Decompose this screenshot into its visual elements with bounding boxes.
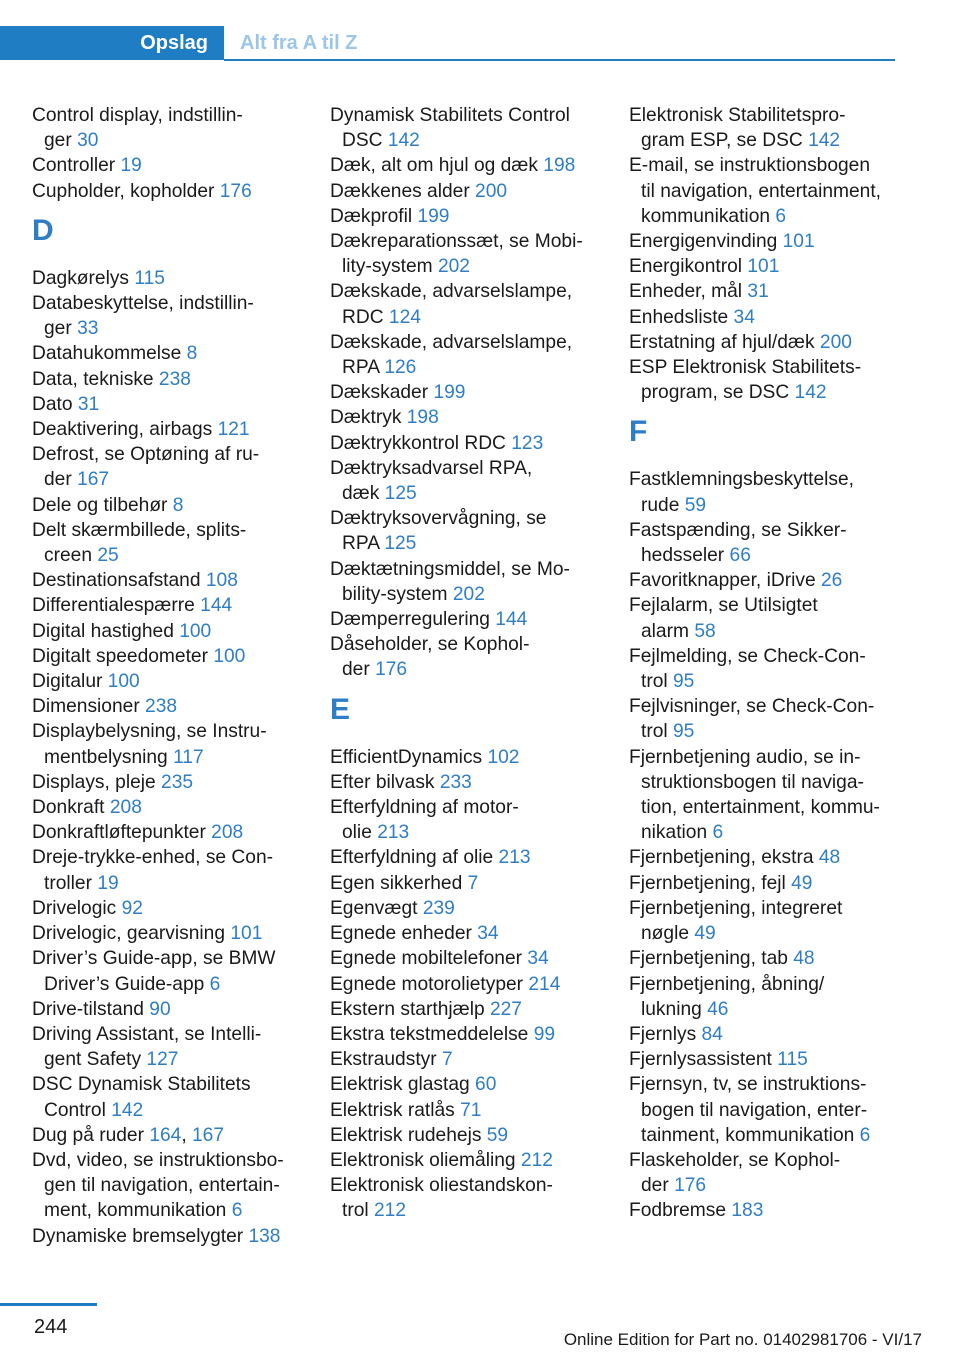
index-entry-text: Dynamiske bremselygter: [32, 1225, 249, 1247]
index-entry-text: Dynamisk Stabilitets Control DSC: [330, 105, 570, 152]
index-entry: [629, 518, 897, 568]
index-entry-text: Fjernbetjening, fejl: [629, 872, 792, 894]
index-entry-text: Fastspænding, se Sikker- hedsseler: [629, 519, 847, 567]
index-entry-text: Ekstraudstyr: [330, 1049, 442, 1071]
index-entry: [330, 103, 598, 153]
header-bar: [0, 26, 895, 62]
index-entry: [330, 1123, 598, 1148]
index-page-link[interactable]: 66: [729, 545, 751, 567]
index-entry: [629, 1198, 897, 1223]
index-page-link[interactable]: 176: [674, 1175, 707, 1197]
index-entry-text: Fjernsyn, tv, se instruktions- bogen til navigation, enter- tainment, kommunikation: [629, 1074, 868, 1146]
index-entry-text: Enheder, mål: [629, 281, 748, 303]
index-page-link[interactable]: 233: [439, 771, 472, 793]
index-entry-text: E-mail, se instruktionsbogen til navigation, entertainment, kommunikation: [629, 155, 881, 227]
index-entry-text: Dækkenes alder: [330, 180, 476, 202]
index-entry: [32, 103, 300, 153]
index-page-link[interactable]: 142: [808, 130, 841, 152]
index-page-link[interactable]: 48: [793, 948, 815, 970]
index-entry: [32, 1123, 300, 1148]
index-entry: [32, 1224, 300, 1249]
index-page-link[interactable]: 123: [511, 432, 544, 454]
index-page-link[interactable]: 100: [107, 671, 140, 693]
index-entry-text: Displaybelysning, se Instru- mentbelysning: [32, 721, 267, 768]
index-entry-text: Dæmperregulering: [330, 609, 496, 631]
index-entry-text: Deaktivering, airbags: [32, 419, 218, 441]
index-entry: [629, 279, 897, 304]
index-entry: [32, 845, 300, 895]
index-entry: [32, 568, 300, 593]
index-entry-text: Destinationsafstand: [32, 570, 206, 592]
index-entry-text: Drivelogic: [32, 897, 122, 919]
index-page-link[interactable]: 167: [192, 1124, 225, 1146]
index-entry-text: Egen sikkerhed: [330, 872, 468, 894]
header-divider: [224, 59, 895, 61]
index-entry: [32, 179, 300, 204]
index-entry: [629, 1148, 897, 1198]
index-letter-heading: E: [330, 692, 351, 726]
index-page-link[interactable]: 7: [441, 1049, 453, 1071]
index-entry: [330, 456, 598, 506]
footer-edition-text: Online Edition for Part no. 01402981706 - VI/17: [563, 1330, 922, 1349]
index-page-link[interactable]: 71: [460, 1099, 482, 1121]
index-page-link[interactable]: 59: [486, 1124, 509, 1146]
index-entry-text: Fjernbetjening, åbning/ lukning: [629, 973, 825, 1020]
index-entry: [629, 254, 897, 279]
index-entry-text: Defrost, se Optøning af ru- der: [32, 444, 260, 491]
index-entry-text: Datahukommelse: [32, 343, 187, 365]
index-page-link[interactable]: 235: [161, 771, 194, 793]
index-entry-text: Dæk, alt om hjul og dæk: [330, 155, 544, 177]
index-entry-text: Fjernbetjening, ekstra: [629, 847, 819, 869]
index-entry-text: ESP Elektronisk Stabilitets- program, se DSC: [629, 357, 862, 404]
index-page-link[interactable]: 208: [109, 797, 142, 819]
index-entry-text: Control display, indstillin- ger: [32, 105, 243, 152]
index-entry-text: Fjernbetjening, integreret nøgle: [629, 897, 843, 945]
index-entry-text: Elektronisk Stabilitetspro- gram ESP, se DSC: [629, 105, 846, 152]
index-entry: [629, 1072, 897, 1148]
index-entry-text: Fjernbetjening, tab: [629, 948, 794, 970]
index-entry-text: Flaskeholder, se Kophol- der: [629, 1149, 841, 1197]
index-entry: [32, 392, 300, 417]
index-entry-text: Elektronisk oliestandskon- trol: [330, 1175, 553, 1222]
index-entry-text: Dåseholder, se Kophol- der: [330, 634, 530, 681]
index-page-link[interactable]: 167: [77, 469, 110, 491]
index-page-link[interactable]: 214: [528, 973, 561, 995]
index-entry-text: Ekstern starthjælp: [330, 998, 490, 1020]
index-entry: [330, 179, 598, 204]
index-entry-text: Dækskade, advarselslampe, RPA: [330, 331, 573, 379]
page-number: 244: [34, 1316, 68, 1338]
index-entry: [32, 619, 300, 644]
index-page-link[interactable]: 124: [388, 306, 421, 328]
index-entry: [32, 719, 300, 769]
index-entry: [330, 871, 598, 896]
index-entry: [330, 431, 598, 456]
index-page-link[interactable]: 183: [731, 1200, 764, 1222]
index-page-link[interactable]: 213: [498, 847, 531, 869]
index-entry: [32, 518, 300, 568]
index-entry-text: Dækreparationssæt, se Mobi- lity-system: [330, 231, 583, 278]
index-entry-text: Energikontrol: [629, 256, 748, 278]
index-entry: [629, 845, 897, 870]
index-entry-text: Favoritknapper, iDrive: [629, 570, 821, 592]
index-page-link[interactable]: 33: [77, 318, 99, 340]
index-page-link[interactable]: 8: [172, 494, 184, 516]
index-entry: [330, 745, 598, 770]
index-entry-text: Elektrisk glastag: [330, 1074, 476, 1096]
index-entry-text: Dreje-trykke-enhed, se Con- troller: [32, 847, 274, 894]
index-page-link[interactable]: 198: [406, 407, 439, 429]
index-entry: [330, 946, 598, 971]
index-entry: [330, 1098, 598, 1123]
index-entry-text: Dug på ruder: [32, 1124, 150, 1146]
index-entry: [330, 1173, 598, 1223]
index-entry-text: Elektrisk rudehejs: [330, 1124, 487, 1146]
index-page-link[interactable]: 31: [77, 393, 100, 415]
tab-alt-fra-a-til-z[interactable]: Alt fra A til Z: [240, 31, 358, 54]
index-page-link[interactable]: 26: [820, 570, 843, 592]
index-page-link[interactable]: 6: [775, 205, 787, 227]
index-entry: [32, 820, 300, 845]
index-entry: [629, 568, 897, 593]
index-entry-text: Dæktryk: [330, 407, 407, 429]
index-entry-text: Fejlmelding, se Check-Con- trol: [629, 645, 866, 693]
index-entry: [330, 330, 598, 380]
index-entry: [330, 632, 598, 682]
index-page-link[interactable]: 25: [97, 545, 119, 567]
index-page-link[interactable]: 121: [217, 419, 250, 441]
index-entry: [330, 997, 598, 1022]
index-entry: [32, 417, 300, 442]
index-page-link[interactable]: 142: [387, 130, 420, 152]
index-page-link[interactable]: 59: [684, 494, 707, 516]
index-page-link[interactable]: 34: [733, 306, 755, 328]
index-entry-text: Enhedsliste: [629, 306, 734, 328]
index-entry-text: Efter bilvask: [330, 771, 440, 793]
index-entry: [330, 845, 598, 870]
index-entry: [629, 153, 897, 229]
index-entry-text: Egenvægt: [330, 897, 423, 919]
page-number-bar: [0, 1303, 97, 1306]
index-page-link[interactable]: 95: [673, 671, 695, 693]
index-page-link[interactable]: 90: [149, 998, 171, 1020]
index-entry-text: Donkraftløftepunkter: [32, 822, 212, 844]
index-entry-text: Databeskyttelse, indstillin- ger: [32, 293, 254, 340]
index-entry-text: Efterfyldning af olie: [330, 847, 499, 869]
index-page-link[interactable]: 213: [377, 822, 410, 844]
index-entry-text: Dækskader: [330, 382, 434, 404]
index-page-link[interactable]: 6: [712, 822, 724, 844]
index-entry-text: Dæktryksovervågning, se RPA: [330, 508, 547, 555]
index-entry: [32, 367, 300, 392]
index-page-link[interactable]: 115: [777, 1049, 808, 1071]
index-entry-text: Dæktætningsmiddel, se Mo- bility-system: [330, 558, 570, 605]
index-page-link[interactable]: 95: [673, 721, 695, 743]
index-entry-text: Differentialespærre: [32, 595, 201, 617]
index-page-link[interactable]: 239: [422, 897, 455, 919]
index-page-link[interactable]: 58: [694, 620, 716, 642]
index-page-link[interactable]: 49: [694, 923, 716, 945]
index-entry-text: Dimensioner: [32, 696, 146, 718]
index-entry-text: Egnede motorolietyper: [330, 973, 529, 995]
index-entry: [32, 291, 300, 341]
index-entry-text: Drivelogic, gearvisning: [32, 923, 231, 945]
index-entry: [629, 355, 897, 405]
index-page-link[interactable]: 202: [437, 256, 470, 278]
index-entry: [330, 506, 598, 556]
index-entry: [629, 1047, 897, 1072]
index-entry-text: Driving Assistant, se Intelli- gent Safety: [32, 1023, 262, 1071]
index-page-link[interactable]: 46: [707, 998, 729, 1020]
index-entry-text: Egnede enheder: [330, 923, 478, 945]
index-page-link[interactable]: 31: [747, 281, 769, 303]
index-page-link[interactable]: 19: [120, 155, 142, 177]
index-entry-text: Dæktrykkontrol RDC: [330, 432, 512, 454]
index-page-link[interactable]: 49: [791, 872, 813, 894]
index-entry-text: Fejlvisninger, se Check-Con- trol: [629, 696, 875, 743]
index-page-link[interactable]: 117: [173, 746, 204, 768]
index-entry-text: Elektrisk ratlås: [330, 1099, 461, 1121]
index-entry: [330, 607, 598, 632]
index-page-link[interactable]: 19: [97, 872, 119, 894]
index-entry: [629, 1022, 897, 1047]
index-column-2: [330, 103, 598, 1224]
index-entry: [629, 330, 897, 355]
index-entry-separator: ,: [181, 1124, 193, 1146]
index-entry: [330, 1047, 598, 1072]
index-page-link[interactable]: 60: [475, 1074, 497, 1096]
index-entry: [330, 921, 598, 946]
index-entry: [330, 229, 598, 279]
index-entry: [330, 557, 598, 607]
index-page-link[interactable]: 102: [487, 746, 520, 768]
index-entry: [32, 341, 300, 366]
index-page-link[interactable]: 199: [417, 205, 450, 227]
index-entry: [330, 380, 598, 405]
index-entry-text: Dæktryksadvarsel RPA, dæk: [330, 457, 533, 505]
index-page-link[interactable]: 6: [209, 973, 221, 995]
index-page-link[interactable]: 142: [111, 1099, 144, 1121]
index-page-link[interactable]: 212: [374, 1200, 407, 1222]
index-entry: [32, 1022, 300, 1072]
index-page-link[interactable]: 125: [384, 533, 417, 555]
index-entry: [330, 1022, 598, 1047]
index-entry-text: Erstatning af hjul/dæk: [629, 331, 820, 353]
index-entry: [629, 229, 897, 254]
index-page-link[interactable]: 176: [219, 180, 252, 202]
index-page-link[interactable]: 238: [158, 368, 191, 390]
index-page-link[interactable]: 101: [747, 256, 780, 278]
index-entry-text: Dækprofil: [330, 205, 418, 227]
index-entry: [629, 467, 897, 517]
index-page-link[interactable]: 238: [145, 696, 178, 718]
index-column-3: [629, 103, 897, 1224]
index-page-link[interactable]: 100: [179, 620, 212, 642]
index-page-link[interactable]: 176: [375, 659, 408, 681]
index-page-link[interactable]: 202: [452, 583, 485, 605]
index-page-link[interactable]: 164: [149, 1124, 182, 1146]
index-entry: [32, 946, 300, 996]
index-entry-text: DSC Dynamisk Stabilitets Control: [32, 1074, 251, 1121]
index-page-link[interactable]: 200: [819, 331, 852, 353]
index-entry-text: Efterfyldning af motor- olie: [330, 797, 519, 844]
index-entry: [32, 694, 300, 719]
index-entry: [629, 896, 897, 946]
index-entry: [32, 442, 300, 492]
index-entry-text: Elektronisk oliemåling: [330, 1149, 521, 1171]
index-entry: [32, 1148, 300, 1224]
index-entry-text: Cupholder, kopholder: [32, 180, 220, 202]
index-entry: [330, 1148, 598, 1173]
index-page-link[interactable]: 227: [489, 998, 522, 1020]
index-entry-text: Data, tekniske: [32, 368, 159, 390]
index-entry: [330, 1072, 598, 1097]
index-entry: [629, 694, 897, 744]
index-entry: [32, 266, 300, 291]
index-letter-heading: D: [32, 213, 54, 247]
index-page-link[interactable]: 92: [121, 897, 143, 919]
index-entry-text: Dvd, video, se instruktionsbo- gen til navigation, entertain- ment, kommunikation: [32, 1149, 284, 1222]
index-entry-text: Fjernbetjening audio, se in- struktionsbogen til naviga- tion, entertainment, kommu- nikation: [629, 746, 880, 844]
index-page-link[interactable]: 144: [200, 595, 233, 617]
index-entry-text: Fejlalarm, se Utilsigtet alarm: [629, 595, 818, 642]
index-entry-text: Controller: [32, 155, 121, 177]
index-page-link[interactable]: 6: [231, 1200, 243, 1222]
index-entry-text: Dato: [32, 393, 78, 415]
index-page-link[interactable]: 212: [520, 1149, 553, 1171]
index-entry-text: Drive-tilstand: [32, 998, 150, 1020]
index-entry-text: Energigenvinding: [629, 231, 783, 253]
index-page-link[interactable]: 142: [794, 382, 827, 404]
index-entry: [330, 405, 598, 430]
index-entry: [629, 305, 897, 330]
index-entry: [330, 153, 598, 178]
index-entry-text: Dagkørelys: [32, 267, 135, 289]
index-entry: [32, 770, 300, 795]
index-entry-text: Egnede mobiltelefoner: [330, 948, 528, 970]
index-page-link[interactable]: 100: [213, 645, 246, 667]
index-entry: [32, 493, 300, 518]
index-page-link[interactable]: 34: [527, 948, 549, 970]
index-entry: [32, 1072, 300, 1122]
index-page-link[interactable]: 108: [205, 570, 238, 592]
index-letter-heading: F: [629, 415, 648, 449]
index-page-link[interactable]: 200: [475, 180, 508, 202]
index-entry-text: Donkraft: [32, 797, 110, 819]
index-page-link[interactable]: 99: [533, 1023, 556, 1045]
index-entry: [32, 921, 300, 946]
index-entry-text: Digital hastighed: [32, 620, 180, 642]
index-entry-text: Dele og tilbehør: [32, 494, 173, 516]
index-entry: [629, 745, 897, 846]
index-entry: [32, 997, 300, 1022]
index-entry: [629, 972, 897, 1022]
index-page-link[interactable]: 84: [701, 1023, 723, 1045]
index-entry-text: Ekstra tekstmeddelelse: [330, 1023, 534, 1045]
index-entry-text: EfficientDynamics: [330, 746, 488, 768]
index-entry-text: Displays, pleje: [32, 771, 162, 793]
index-page-link[interactable]: 138: [248, 1225, 281, 1247]
index-column-1: [32, 103, 300, 1249]
index-page-link[interactable]: 199: [433, 382, 466, 404]
index-entry-text: Fjernlys: [629, 1023, 702, 1045]
index-entry-text: Fjernlysassistent: [629, 1049, 778, 1071]
index-page-link[interactable]: 208: [211, 822, 244, 844]
index-entry: [629, 644, 897, 694]
tab-opslag[interactable]: Opslag: [0, 26, 224, 60]
index-entry: [629, 593, 897, 643]
index-entry: [330, 795, 598, 845]
index-entry: [330, 770, 598, 795]
index-entry-text: Fodbremse: [629, 1200, 732, 1222]
index-entry: [330, 896, 598, 921]
index-page-link[interactable]: 7: [467, 872, 479, 894]
index-entry: [330, 204, 598, 229]
index-page-link[interactable]: 127: [146, 1049, 179, 1071]
index-entry-text: Dækskade, advarselslampe, RDC: [330, 281, 573, 328]
index-entry-text: Digitalur: [32, 671, 108, 693]
index-page-link[interactable]: 6: [859, 1124, 871, 1146]
index-entry: [629, 103, 897, 153]
index-entry: [330, 972, 598, 997]
index-entry: [32, 896, 300, 921]
index-page-link[interactable]: 30: [77, 130, 99, 152]
index-page-link[interactable]: 48: [818, 847, 841, 869]
index-page-link[interactable]: 115: [134, 267, 165, 289]
index-page-link[interactable]: 8: [186, 343, 198, 365]
index-page-link[interactable]: 34: [477, 923, 499, 945]
index-entry: [32, 669, 300, 694]
index-entry: [32, 153, 300, 178]
index-entry: [32, 644, 300, 669]
index-entry: [629, 946, 897, 971]
index-page-link[interactable]: 126: [384, 357, 417, 379]
index-entry-text: Delt skærmbillede, splits- creen: [32, 519, 247, 567]
index-page-link[interactable]: 101: [230, 923, 263, 945]
index-page-link[interactable]: 125: [384, 483, 417, 505]
index-entry-text: Fastklemningsbeskyttelse, rude: [629, 469, 855, 516]
index-entry: [32, 795, 300, 820]
index-page-link[interactable]: 144: [495, 609, 528, 631]
index-entry-text: Digitalt speedometer: [32, 645, 214, 667]
index-entry: [32, 593, 300, 618]
index-entry: [330, 279, 598, 329]
index-page-link[interactable]: 101: [782, 231, 815, 253]
index-entry-text: Driver’s Guide-app, se BMW Driver’s Guide-app: [32, 948, 276, 995]
index-entry: [629, 871, 897, 896]
index-page-link[interactable]: 198: [543, 155, 576, 177]
